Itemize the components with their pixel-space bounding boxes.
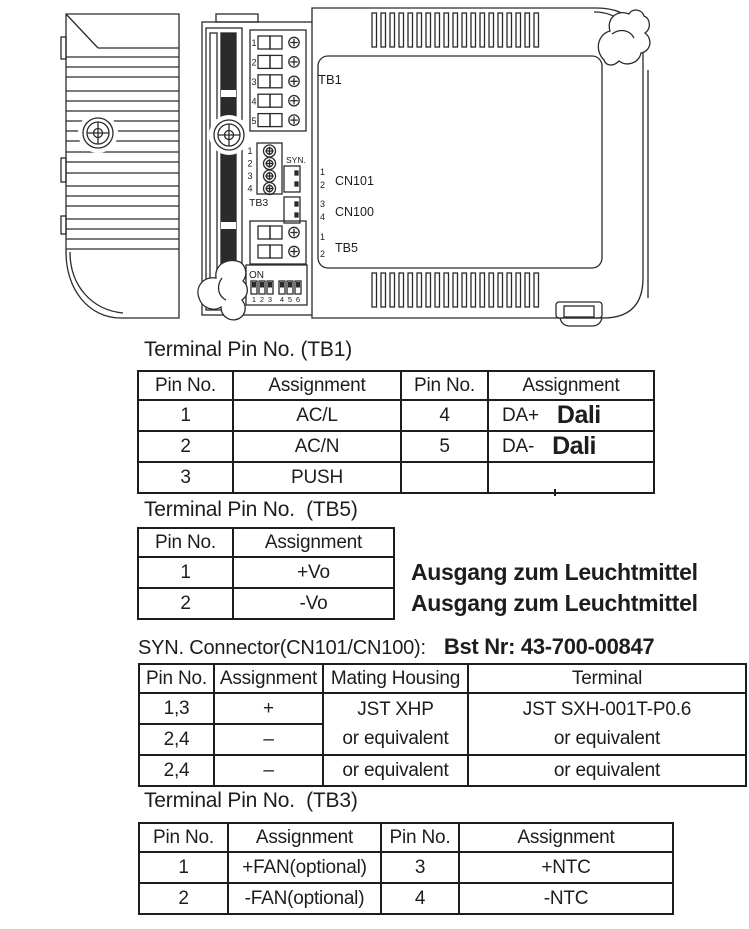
tb3-header-pin-right: Pin No. [381,823,459,852]
tb5-assignment-cell: +Vo [233,557,394,588]
dip-number: 4 [279,295,285,304]
syn-header-mating-housing: Mating Housing [323,664,468,693]
scan-artifact-tick [554,489,556,496]
tb3-pin-cell: 4 [381,883,459,914]
tb1-header-assignment-left: Assignment [233,371,401,400]
tb1-header-assignment-right: Assignment [488,371,654,400]
tb5-pin-cell: 1 [138,557,233,588]
tb3-assignment-cell: -NTC [459,883,673,914]
table-row [138,431,654,462]
dip-number: 3 [267,295,273,304]
table-row [139,883,673,914]
tb1-header-pin-right: Pin No. [401,371,488,400]
syn-housing-cell [323,693,468,755]
syn-table [138,663,747,787]
syn-header-terminal: Terminal [468,664,746,693]
syn-terminal-cell [468,693,746,755]
tb1-assignment-cell [488,462,654,493]
device-body [312,8,643,318]
syn-terminal-cell: or equivalent [468,756,746,786]
syn-assignment-cell: + [214,693,323,724]
syn-duplicate-row [138,756,747,787]
dip-number: 1 [251,295,257,304]
tb1-pin-cell: 3 [138,462,233,493]
tb5-terminal-block [250,221,306,264]
cn101-pin-number: 1 [320,167,326,177]
syn-housing-line2: or equivalent [342,728,449,749]
cn100-pin-number: 4 [320,212,326,222]
dali-annotation: Dali [556,401,601,429]
tb1-pin-cell [401,462,488,493]
syn-housing-cell: or equivalent [323,756,468,786]
tb1-assignment-cell: PUSH [233,462,401,493]
syn-housing-line1: JST XHP [357,699,434,720]
table-row [139,693,746,724]
table-row [139,756,746,786]
tb1-assignment-cell [488,431,654,462]
tb1-da-label: DA- [502,435,535,457]
tb3-pin-number: 2 [247,158,253,169]
syn-assignment-cell: – [214,724,323,755]
tb1-pin-cell: 4 [401,400,488,431]
tb1-pin-number: 2 [251,57,257,68]
tb3-header-assignment-right: Assignment [459,823,673,852]
syn-header-row [139,664,746,693]
tb3-header-row [139,823,673,852]
tb1-pin-number: 3 [251,77,257,87]
table-row [138,588,394,619]
tb1-terminal [258,36,299,49]
table-row [138,462,654,493]
tb1-terminal [258,55,299,68]
body-label-cn101: CN101 [335,174,374,188]
table-row [138,400,654,431]
dip-number: 6 [295,295,301,304]
tb3-terminal-block [247,143,282,209]
device-technical-drawing [0,0,749,334]
tb3-section-title: Terminal Pin No. (TB3) [144,789,358,812]
dali-annotation: Dali [552,432,596,460]
tb1-table [137,370,655,494]
body-label-tb1: TB1 [318,72,342,87]
tb3-assignment-cell: +FAN(optional) [228,852,381,883]
syn-terminal-line1: JST SXH-001T-P0.6 [522,699,692,720]
dip-switch [246,265,307,305]
tb3-pin-number: 3 [247,171,253,181]
dip-number: 5 [287,295,293,304]
tb3-block-label: TB3 [249,197,269,209]
cn100-connector [284,197,300,223]
syn-label: SYN. [286,155,306,165]
syn-assignment-cell: – [214,756,323,786]
tb5-header-row [138,528,394,557]
tb1-pin-number: 5 [251,116,257,126]
device-top-view [198,8,650,326]
tb1-header-row [138,371,654,400]
tb5-output-annotation: Ausgang zum Leuchtmittel [411,559,698,585]
tb3-pin-number: 1 [247,146,253,156]
tb3-pin-cell: 2 [139,883,228,914]
tb1-section-title: Terminal Pin No. (TB1) [144,338,352,361]
tb1-pin-cell: 1 [138,400,233,431]
body-label-tb5: TB5 [335,241,358,255]
syn-terminal-line2: or equivalent [553,728,661,749]
tb3-table [138,822,674,915]
tb3-header-assignment-left: Assignment [228,823,381,852]
tb3-pin-cell: 1 [139,852,228,883]
tb5-pin-number: 2 [320,249,326,259]
tb5-header-pin: Pin No. [138,528,233,557]
tb1-assignment-cell [488,400,654,431]
syn-header-pin: Pin No. [139,664,214,693]
tb3-pin-cell: 3 [381,852,459,883]
body-label-cn100: CN100 [335,205,374,219]
order-number-annotation: Bst Nr: 43-700-00847 [443,634,655,659]
tb3-assignment-cell: -FAN(optional) [228,883,381,914]
syn-section-title: SYN. Connector(CN101/CN100): [138,637,426,659]
tb1-pin-cell: 5 [401,431,488,462]
tb1-da-label: DA+ [502,404,539,426]
tb3-pin-number: 4 [247,183,253,194]
syn-pin-cell: 1,3 [139,693,214,724]
tb1-terminal-block [250,30,306,131]
syn-connectors [284,155,306,223]
tb5-pin-number: 1 [320,232,326,242]
dip-on-label: ON [249,270,264,281]
tb1-terminal [258,94,299,107]
device-side-view [61,14,179,318]
tb1-assignment-cell: AC/N [233,431,401,462]
table-row [139,852,673,883]
tb1-pin-number: 4 [251,96,257,107]
cn100-pin-number: 3 [320,199,326,209]
screw-icon [78,113,118,153]
dip-number: 2 [259,295,265,304]
tb5-assignment-cell: -Vo [233,588,394,619]
tb5-output-annotation: Ausgang zum Leuchtmittel [411,590,698,616]
tb1-pin-number: 1 [251,38,257,48]
syn-section-title-row [138,634,654,660]
cn101-pin-number: 2 [320,180,326,190]
tb3-header-pin-left: Pin No. [139,823,228,852]
tb5-table [137,527,395,620]
tb3-assignment-cell: +NTC [459,852,673,883]
table-row [138,557,394,588]
cn101-connector [284,166,300,192]
heatsink-fins [66,57,179,249]
screw-icon [209,115,249,155]
tb1-header-pin-left: Pin No. [138,371,233,400]
syn-pin-cell: 2,4 [139,724,214,755]
syn-pin-cell: 2,4 [139,756,214,786]
tb5-header-assignment: Assignment [233,528,394,557]
syn-header-assignment: Assignment [214,664,323,693]
tb5-pin-cell: 2 [138,588,233,619]
tb1-assignment-cell: AC/L [233,400,401,431]
tb1-terminal [258,114,299,127]
tb1-pin-cell: 2 [138,431,233,462]
tb5-section-title: Terminal Pin No. (TB5) [144,498,358,521]
tb1-terminal [258,75,299,88]
